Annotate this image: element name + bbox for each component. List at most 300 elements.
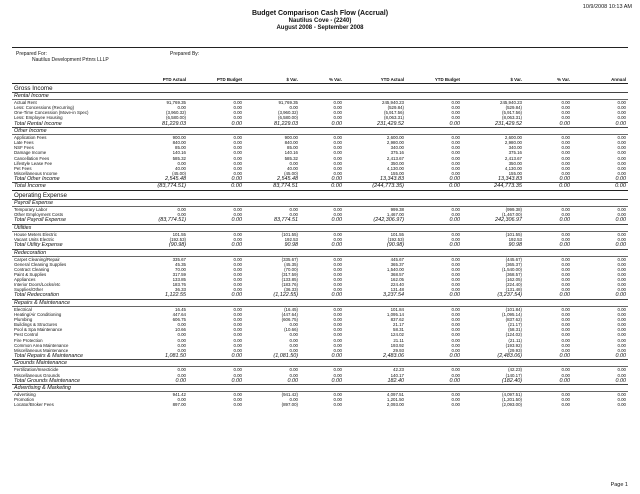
value-cell: 0.00 bbox=[561, 261, 570, 267]
value-cell: 0.00 bbox=[524, 176, 572, 183]
value-cell: 0.00 bbox=[561, 135, 570, 141]
value-cell: 0.00 bbox=[333, 105, 342, 111]
value-cell: (8,063.31) bbox=[501, 115, 522, 121]
value-cell: (529.84) bbox=[505, 105, 522, 111]
report-body bbox=[12, 84, 628, 408]
value-cell: 0.00 bbox=[561, 307, 570, 312]
row-label: Miscellaneous Income bbox=[14, 170, 58, 176]
value-cell: 245,940.23 bbox=[382, 100, 404, 106]
value-cell: 0.00 bbox=[572, 353, 628, 360]
value-cell: 4,130.00 bbox=[386, 165, 404, 171]
value-cell: 368.57 bbox=[390, 272, 404, 278]
value-cell: 0.00 bbox=[289, 160, 298, 166]
value-cell: 0.00 bbox=[188, 176, 244, 183]
value-cell: 29.93 bbox=[393, 347, 404, 353]
value-cell: 0.00 bbox=[233, 392, 242, 398]
row-label: Pet Fees bbox=[14, 165, 32, 171]
value-cell: (36.33) bbox=[284, 287, 298, 293]
value-cell: 0.00 bbox=[451, 150, 460, 156]
row-label: Lifestyle Lease Fee bbox=[14, 160, 53, 166]
value-cell: 0.00 bbox=[333, 307, 342, 312]
value-cell: 0.00 bbox=[233, 337, 242, 343]
value-cell: (2,093.00) bbox=[501, 402, 522, 408]
row-label: Total Utility Expense bbox=[12, 242, 130, 249]
value-cell: 335.67 bbox=[172, 256, 186, 262]
value-cell: 0.00 bbox=[333, 367, 342, 373]
value-cell: (5,917.56) bbox=[383, 110, 404, 116]
value-cell: (183.76) bbox=[281, 282, 298, 288]
value-cell: (224.40) bbox=[505, 282, 522, 288]
value-cell: 85.00 bbox=[175, 145, 186, 151]
value-cell: 0.00 bbox=[617, 207, 626, 213]
value-cell: 0.00 bbox=[233, 110, 242, 116]
row-label: Utilities bbox=[12, 224, 628, 231]
value-cell: 0.00 bbox=[233, 165, 242, 171]
value-cell: 837.62 bbox=[390, 317, 404, 323]
value-cell: 0.00 bbox=[572, 183, 628, 191]
value-cell: 365.37 bbox=[390, 261, 404, 267]
value-cell: 0.00 bbox=[233, 317, 242, 323]
value-cell: (365.37) bbox=[505, 261, 522, 267]
value-cell: 0.00 bbox=[561, 150, 570, 156]
value-cell: 0.00 bbox=[617, 317, 626, 323]
value-cell: 0.00 bbox=[233, 307, 242, 312]
row-label: Repairs & Maintenance bbox=[12, 299, 628, 306]
value-cell: (8,063.31) bbox=[383, 115, 404, 121]
value-cell: (1,081.50) bbox=[244, 353, 300, 360]
value-cell: 101.55 bbox=[390, 231, 404, 237]
value-cell: 0.00 bbox=[188, 121, 244, 128]
value-cell: 0.00 bbox=[188, 292, 244, 299]
value-cell: 0.00 bbox=[233, 287, 242, 293]
value-cell: 0.00 bbox=[233, 100, 242, 106]
value-cell: 606.75 bbox=[172, 317, 186, 323]
value-cell: 0.00 bbox=[233, 327, 242, 333]
value-cell: 2,413.67 bbox=[386, 155, 404, 161]
row-label: Interior Doors/Locks/etc bbox=[14, 282, 61, 288]
value-cell: (529.84) bbox=[387, 105, 404, 111]
row-label: Appliances bbox=[14, 277, 36, 283]
value-cell: 445.67 bbox=[390, 256, 404, 262]
value-cell: 162.05 bbox=[390, 277, 404, 283]
column-header: YTD Budget bbox=[406, 76, 462, 84]
row-label: Buildings & Structures bbox=[14, 322, 58, 328]
value-cell: 0.00 bbox=[233, 231, 242, 237]
value-cell: 0.00 bbox=[617, 155, 626, 161]
value-cell: 0.00 bbox=[233, 277, 242, 283]
column-header: PTD Actual bbox=[130, 76, 188, 84]
value-cell: (45.35) bbox=[284, 261, 298, 267]
value-cell: (192.53) bbox=[169, 237, 186, 243]
total-row bbox=[12, 292, 628, 299]
row-label: Advertising bbox=[14, 392, 36, 398]
value-cell: 0.00 bbox=[451, 322, 460, 328]
report-title: Budget Comparison Cash Flow (Accrual) bbox=[251, 10, 389, 17]
subsection-header-row bbox=[12, 127, 628, 134]
value-cell: 0.00 bbox=[561, 342, 570, 348]
label-column-header bbox=[12, 76, 130, 84]
value-cell: 350.00 bbox=[390, 160, 404, 166]
value-cell: 0.00 bbox=[561, 212, 570, 218]
value-cell: 0.00 bbox=[451, 170, 460, 176]
value-cell: (10.66) bbox=[284, 327, 298, 333]
value-cell: 0.00 bbox=[451, 110, 460, 116]
column-header: PTD Budget bbox=[188, 76, 244, 84]
value-cell: 317.59 bbox=[172, 272, 186, 278]
subsection-header-row bbox=[12, 360, 628, 367]
prepared-for-label: Prepared For: bbox=[16, 51, 47, 57]
subsection-header-row bbox=[12, 93, 628, 100]
value-cell: 0.00 bbox=[617, 115, 626, 121]
column-header: Annual bbox=[572, 76, 628, 84]
value-cell: (131.48) bbox=[505, 287, 522, 293]
value-cell: 245,940.23 bbox=[500, 100, 522, 106]
value-cell: 85.00 bbox=[287, 145, 298, 151]
value-cell: 0.00 bbox=[333, 272, 342, 278]
value-cell: 0.00 bbox=[233, 402, 242, 408]
value-cell: 0.00 bbox=[177, 105, 186, 111]
value-cell: 2,600.00 bbox=[386, 135, 404, 141]
value-cell: (101.55) bbox=[281, 231, 298, 237]
row-label: Total Other Income bbox=[12, 176, 130, 183]
value-cell: (133.85) bbox=[281, 277, 298, 283]
value-cell: 0.00 bbox=[451, 100, 460, 106]
value-cell: 0.00 bbox=[561, 402, 570, 408]
row-label: Total Repairs & Maintenance bbox=[12, 353, 130, 360]
row-label: Total Redecoration bbox=[12, 292, 130, 299]
row-label: Cancellation Fees bbox=[14, 155, 50, 161]
value-cell: 0.00 bbox=[333, 317, 342, 323]
row-label: Paint & Supplies bbox=[14, 272, 47, 278]
value-cell: 231,429.52 bbox=[462, 121, 524, 128]
row-label: Pool & Spa Maintenance bbox=[14, 327, 63, 333]
row-label: Electrical bbox=[14, 307, 32, 312]
value-cell: 0.00 bbox=[561, 256, 570, 262]
value-cell: 0.00 bbox=[188, 217, 244, 224]
value-cell: 0.00 bbox=[561, 282, 570, 288]
value-cell: 0.00 bbox=[561, 327, 570, 333]
value-cell: 0.00 bbox=[333, 342, 342, 348]
value-cell: (90.98) bbox=[130, 242, 188, 249]
value-cell: (162.05) bbox=[505, 277, 522, 283]
row-label: Other Income bbox=[12, 127, 628, 134]
row-label: Fire Protection bbox=[14, 337, 43, 343]
value-cell: 0.00 bbox=[451, 135, 460, 141]
value-cell: 0.00 bbox=[406, 378, 462, 385]
value-cell: (45.00) bbox=[172, 170, 186, 176]
value-cell: 0.00 bbox=[561, 272, 570, 278]
value-cell: 0.00 bbox=[451, 392, 460, 398]
value-cell: (335.67) bbox=[281, 256, 298, 262]
value-cell: 0.00 bbox=[300, 217, 344, 224]
value-cell: 0.00 bbox=[289, 207, 298, 213]
value-cell: 0.00 bbox=[300, 121, 344, 128]
value-cell: 0.00 bbox=[617, 272, 626, 278]
value-cell: (445.67) bbox=[505, 256, 522, 262]
value-cell: (42.23) bbox=[508, 367, 522, 373]
value-cell: (58.31) bbox=[508, 327, 522, 333]
value-cell: 0.00 bbox=[233, 170, 242, 176]
value-cell: 83,774.51 bbox=[244, 217, 300, 224]
value-cell: 0.00 bbox=[177, 332, 186, 338]
value-cell: 1,122.55 bbox=[130, 292, 188, 299]
value-cell: (6,580.00) bbox=[165, 115, 186, 121]
value-cell: 900.00 bbox=[172, 135, 186, 141]
value-cell: (2,483.06) bbox=[462, 353, 524, 360]
value-cell: 0.00 bbox=[617, 212, 626, 218]
value-cell: 10.66 bbox=[175, 327, 186, 333]
value-cell: 242,306.97 bbox=[462, 217, 524, 224]
value-cell: 0.00 bbox=[617, 266, 626, 272]
value-cell: 231,429.52 bbox=[344, 121, 406, 128]
value-cell: 0.00 bbox=[524, 183, 572, 191]
value-cell: 0.00 bbox=[451, 307, 460, 312]
value-cell: 0.00 bbox=[233, 237, 242, 243]
value-cell: 0.00 bbox=[233, 160, 242, 166]
value-cell: 0.00 bbox=[561, 170, 570, 176]
row-label: Total Payroll Expense bbox=[12, 217, 130, 224]
value-cell: 90.98 bbox=[462, 242, 524, 249]
header-divider bbox=[12, 47, 628, 48]
value-cell: 840.00 bbox=[172, 140, 186, 146]
value-cell: (242,306.97) bbox=[344, 217, 406, 224]
value-cell: 0.00 bbox=[233, 342, 242, 348]
value-cell: (21.11) bbox=[508, 337, 522, 343]
value-cell: 0.00 bbox=[333, 277, 342, 283]
row-label: Contract Cleaning bbox=[14, 266, 50, 272]
row-label: Promotion bbox=[14, 397, 35, 403]
value-cell: 0.00 bbox=[524, 217, 572, 224]
value-cell: 3,237.54 bbox=[344, 292, 406, 299]
value-cell: 0.00 bbox=[233, 150, 242, 156]
value-cell: 0.00 bbox=[617, 347, 626, 353]
subsection-header-row bbox=[12, 249, 628, 256]
value-cell: 0.00 bbox=[617, 160, 626, 166]
value-cell: 45.35 bbox=[175, 261, 186, 267]
value-cell: 0.00 bbox=[617, 327, 626, 333]
value-cell: 0.00 bbox=[617, 282, 626, 288]
value-cell: 0.00 bbox=[233, 347, 242, 353]
value-cell: (90.98) bbox=[344, 242, 406, 249]
row-label: Redecoration bbox=[12, 249, 628, 256]
value-cell: 0.00 bbox=[300, 353, 344, 360]
value-cell: 0.00 bbox=[561, 237, 570, 243]
value-cell: 0.00 bbox=[233, 145, 242, 151]
value-cell: 0.00 bbox=[561, 337, 570, 343]
value-cell: (999.38) bbox=[505, 207, 522, 213]
value-cell: 0.00 bbox=[451, 327, 460, 333]
value-cell: 0.00 bbox=[333, 140, 342, 146]
row-label: Late Fees bbox=[14, 140, 34, 146]
column-header: YTD Actual bbox=[344, 76, 406, 84]
value-cell: 350.00 bbox=[508, 160, 522, 166]
value-cell: 0.00 bbox=[617, 237, 626, 243]
value-cell: 1,467.00 bbox=[386, 212, 404, 218]
value-cell: 0.00 bbox=[561, 140, 570, 146]
value-cell: 70.00 bbox=[175, 266, 186, 272]
value-cell: 0.00 bbox=[333, 322, 342, 328]
value-cell: 0.00 bbox=[333, 115, 342, 121]
value-cell: 0.00 bbox=[289, 347, 298, 353]
value-cell: 0.00 bbox=[451, 342, 460, 348]
value-cell: 0.00 bbox=[561, 397, 570, 403]
table-row bbox=[12, 402, 628, 407]
value-cell: 0.00 bbox=[333, 327, 342, 333]
value-cell: 1,081.50 bbox=[130, 353, 188, 360]
value-cell: 0.00 bbox=[617, 307, 626, 312]
total-row bbox=[12, 217, 628, 224]
value-cell: 0.00 bbox=[244, 378, 300, 385]
value-cell: (6,580.00) bbox=[277, 115, 298, 121]
value-cell: 0.00 bbox=[188, 353, 244, 360]
value-cell: 81,229.03 bbox=[244, 121, 300, 128]
value-cell: 192.53 bbox=[284, 237, 298, 243]
total-row bbox=[12, 176, 628, 183]
value-cell: 0.00 bbox=[130, 378, 188, 385]
value-cell: 0.00 bbox=[451, 312, 460, 318]
row-label: Fertilization/Insecticide bbox=[14, 367, 59, 373]
value-cell: 0.00 bbox=[289, 332, 298, 338]
value-cell: 0.00 bbox=[289, 397, 298, 403]
value-cell: 1,540.00 bbox=[386, 266, 404, 272]
row-label: Supplies/Other bbox=[14, 287, 44, 293]
value-cell: (70.00) bbox=[284, 266, 298, 272]
value-cell: 91,769.35 bbox=[278, 100, 298, 106]
column-header: $ Var. bbox=[244, 76, 300, 84]
value-cell: 0.00 bbox=[233, 135, 242, 141]
subsection-header-row bbox=[12, 224, 628, 231]
subsection-header-row bbox=[12, 385, 628, 392]
section-header-row bbox=[12, 84, 628, 93]
budget-comparison-table bbox=[12, 76, 628, 408]
value-cell: 0.00 bbox=[300, 378, 344, 385]
value-cell: 0.00 bbox=[617, 145, 626, 151]
row-label: Actual Rent bbox=[14, 100, 37, 106]
row-label: Total Rental Income bbox=[12, 121, 130, 128]
value-cell: 1,201.50 bbox=[386, 397, 404, 403]
value-cell: 2,600.00 bbox=[504, 135, 522, 141]
row-label: General Cleaning Supplies bbox=[14, 261, 67, 267]
value-cell: (3,237.54) bbox=[462, 292, 524, 299]
value-cell: 0.00 bbox=[406, 242, 462, 249]
value-cell: 0.00 bbox=[617, 312, 626, 318]
value-cell: 0.00 bbox=[572, 176, 628, 183]
value-cell: 0.00 bbox=[333, 337, 342, 343]
print-timestamp: 10/9/2008 10:13 AM bbox=[582, 4, 632, 10]
value-cell: 0.00 bbox=[406, 217, 462, 224]
value-cell: 0.00 bbox=[451, 140, 460, 146]
value-cell: 224.40 bbox=[390, 282, 404, 288]
value-cell: 0.00 bbox=[617, 261, 626, 267]
row-label: Gross Income bbox=[12, 84, 628, 93]
value-cell: 0.00 bbox=[451, 237, 460, 243]
value-cell: 0.00 bbox=[233, 140, 242, 146]
value-cell: 0.00 bbox=[233, 282, 242, 288]
value-cell: 0.00 bbox=[561, 155, 570, 161]
value-cell: 40.00 bbox=[287, 165, 298, 171]
value-cell: 0.00 bbox=[524, 378, 572, 385]
value-cell: (368.57) bbox=[505, 272, 522, 278]
value-cell: 0.00 bbox=[451, 332, 460, 338]
value-cell: 81,229.03 bbox=[130, 121, 188, 128]
value-cell: 0.00 bbox=[177, 367, 186, 373]
total-row bbox=[12, 183, 628, 191]
value-cell: 0.00 bbox=[572, 121, 628, 128]
value-cell: 0.00 bbox=[561, 160, 570, 166]
value-cell: 0.00 bbox=[451, 277, 460, 283]
value-cell: (83,774.51) bbox=[130, 183, 188, 191]
value-cell: 941.42 bbox=[172, 392, 186, 398]
value-cell: 0.00 bbox=[451, 212, 460, 218]
value-cell: 0.00 bbox=[333, 261, 342, 267]
value-cell: 1,095.14 bbox=[386, 312, 404, 318]
value-cell: 0.00 bbox=[524, 242, 572, 249]
row-label: Operating Expense bbox=[12, 190, 628, 199]
row-label: Miscellaneous Grounds bbox=[14, 372, 60, 378]
value-cell: 0.00 bbox=[406, 353, 462, 360]
value-cell: 0.00 bbox=[177, 322, 186, 328]
value-cell: 0.00 bbox=[333, 266, 342, 272]
value-cell: 0.00 bbox=[333, 135, 342, 141]
value-cell: 0.00 bbox=[451, 347, 460, 353]
value-cell: 0.00 bbox=[561, 287, 570, 293]
value-cell: 0.00 bbox=[561, 312, 570, 318]
value-cell: 340.00 bbox=[390, 145, 404, 151]
value-cell: 21.11 bbox=[393, 337, 404, 343]
value-cell: 0.00 bbox=[300, 176, 344, 183]
value-cell: 0.00 bbox=[289, 337, 298, 343]
value-cell: 0.00 bbox=[177, 337, 186, 343]
value-cell: 0.00 bbox=[617, 165, 626, 171]
value-cell: (3,960.32) bbox=[165, 110, 186, 116]
value-cell: 42.23 bbox=[393, 367, 404, 373]
row-label: Total Income bbox=[12, 183, 130, 191]
value-cell: 0.00 bbox=[289, 372, 298, 378]
value-cell: (1,201.50) bbox=[501, 397, 522, 403]
value-cell: 0.00 bbox=[333, 402, 342, 408]
value-cell: 0.00 bbox=[333, 170, 342, 176]
value-cell: 0.00 bbox=[617, 397, 626, 403]
value-cell: 0.00 bbox=[333, 100, 342, 106]
value-cell: 0.00 bbox=[233, 207, 242, 213]
value-cell: 0.00 bbox=[406, 176, 462, 183]
row-label: NSF Fees bbox=[14, 145, 34, 151]
value-cell: 0.00 bbox=[451, 256, 460, 262]
value-cell: 0.00 bbox=[333, 155, 342, 161]
value-cell: 0.00 bbox=[524, 292, 572, 299]
value-cell: 0.00 bbox=[233, 372, 242, 378]
value-cell: 0.00 bbox=[300, 183, 344, 191]
value-cell: 0.00 bbox=[617, 287, 626, 293]
value-cell: 0.00 bbox=[300, 292, 344, 299]
value-cell: 0.00 bbox=[617, 256, 626, 262]
value-cell: 192.53 bbox=[508, 237, 522, 243]
value-cell: 0.00 bbox=[406, 183, 462, 191]
value-cell: 193.92 bbox=[390, 342, 404, 348]
value-cell: 58.31 bbox=[393, 327, 404, 333]
value-cell: (1,540.00) bbox=[501, 266, 522, 272]
value-cell: (101.55) bbox=[505, 231, 522, 237]
row-label: Temporary Labor bbox=[14, 207, 48, 213]
value-cell: 40.00 bbox=[175, 165, 186, 171]
value-cell: 101.55 bbox=[172, 231, 186, 237]
value-cell: 0.00 bbox=[177, 342, 186, 348]
value-cell: 36.33 bbox=[175, 287, 186, 293]
value-cell: 2,545.48 bbox=[130, 176, 188, 183]
value-cell: 0.00 bbox=[617, 140, 626, 146]
value-cell: (29.93) bbox=[508, 347, 522, 353]
value-cell: 0.00 bbox=[333, 145, 342, 151]
